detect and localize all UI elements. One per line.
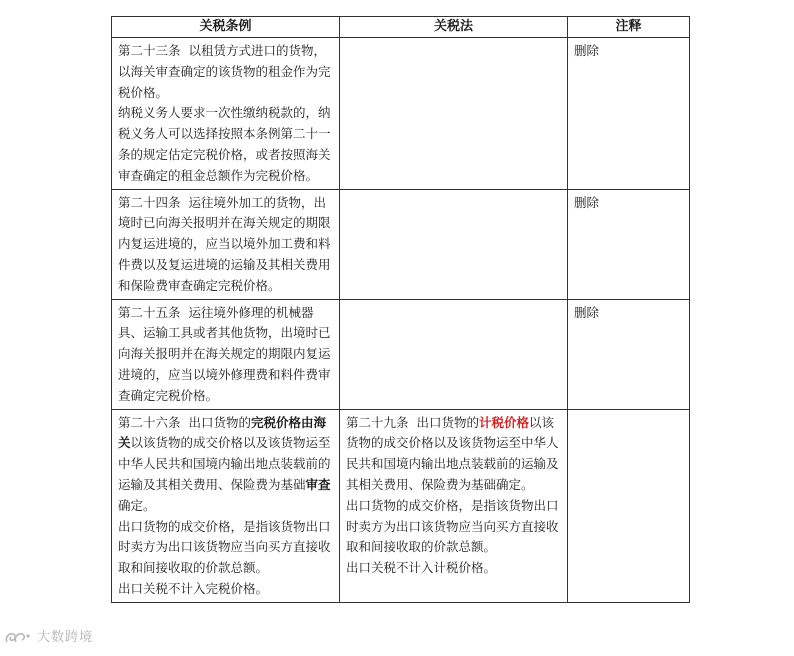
header-law: 关税法: [340, 17, 568, 38]
law-cell: [340, 189, 568, 299]
table-row: [112, 299, 690, 409]
header-row: [112, 17, 690, 38]
article-number: 第二十六条: [118, 414, 181, 430]
note-cell: 删除: [568, 299, 690, 409]
regulation-cell: [112, 38, 340, 190]
header-note: 注释: [568, 17, 690, 38]
law-cell: [340, 299, 568, 409]
article-number: 第二十九条: [346, 414, 409, 430]
regulation-cell: [112, 189, 340, 299]
bold-term: 完税价格由海关: [118, 414, 327, 451]
regulation-text: 第二十五条 运往境外修理的机械器具、运输工具或者其他货物，出境时已向海关报明并在海关规定的期限内复运进境的，应当以境外修理费和料件费审查确定完税价格。: [118, 304, 331, 403]
regulation-text: 第二十三条 以租赁方式进口的货物，以海关审查确定的该货物的租金作为完税价格。: [118, 43, 331, 100]
regulation-text: 第二十六条 出口货物的完税价格由海关以该货物的成交价格以及该货物运至中华人民共和国境内输出地点装载前的运输及其相关费用、保险费为基础审查确定。: [118, 414, 331, 513]
law-cell: [340, 38, 568, 190]
regulation-text: 第二十四条 运往境外加工的货物，出境时已向海关报明并在海关规定的期限内复运进境的，应当以境外加工费和料件费以及复运进境的运输及其相关费用和保险费审查确定完税价格。: [118, 194, 331, 293]
table-row: [112, 189, 690, 299]
article-number: 第二十五条: [118, 304, 181, 320]
law-text: 出口关税不计入计税价格。: [346, 560, 497, 576]
highlighted-term: 计税价格: [479, 414, 530, 430]
law-cell: [340, 409, 568, 602]
watermark-logo-icon: [4, 630, 32, 646]
regulation-text: 出口关税不计入完税价格。: [118, 580, 269, 596]
regulation-text: 纳税义务人要求一次性缴纳税款的，纳税义务人可以选择按照本条例第二十一条的规定估定完税价格，或者按照海关审查确定的租金总额作为完税价格。: [118, 105, 331, 183]
header-regulation: 关税条例: [112, 17, 340, 38]
table-row: [112, 409, 690, 602]
note-cell: [568, 409, 690, 602]
table-row: [112, 38, 690, 190]
note-cell: 删除: [568, 189, 690, 299]
law-text: 出口货物的成交价格，是指该货物出口时卖方为出口该货物应当向买方直接收取和间接收取的价款总额。: [346, 497, 559, 555]
note-cell: 删除: [568, 38, 690, 190]
watermark: [4, 626, 93, 646]
bold-term: 审查: [305, 476, 331, 492]
regulation-text: 出口货物的成交价格，是指该货物出口时卖方为出口该货物应当向买方直接收取和间接收取的价款总额。: [118, 518, 331, 576]
article-number: 第二十四条: [118, 194, 181, 210]
watermark-text: 大数跨境: [37, 630, 94, 645]
regulation-cell: [112, 409, 340, 602]
article-number: 第二十三条: [118, 43, 181, 58]
comparison-table: [111, 16, 690, 603]
regulation-cell: [112, 299, 340, 409]
law-text: 第二十九条 出口货物的计税价格以该货物的成交价格以及该货物运至中华人民共和国境内输出地点装载前的运输及其相关费用、保险费为基础确定。: [346, 414, 559, 492]
